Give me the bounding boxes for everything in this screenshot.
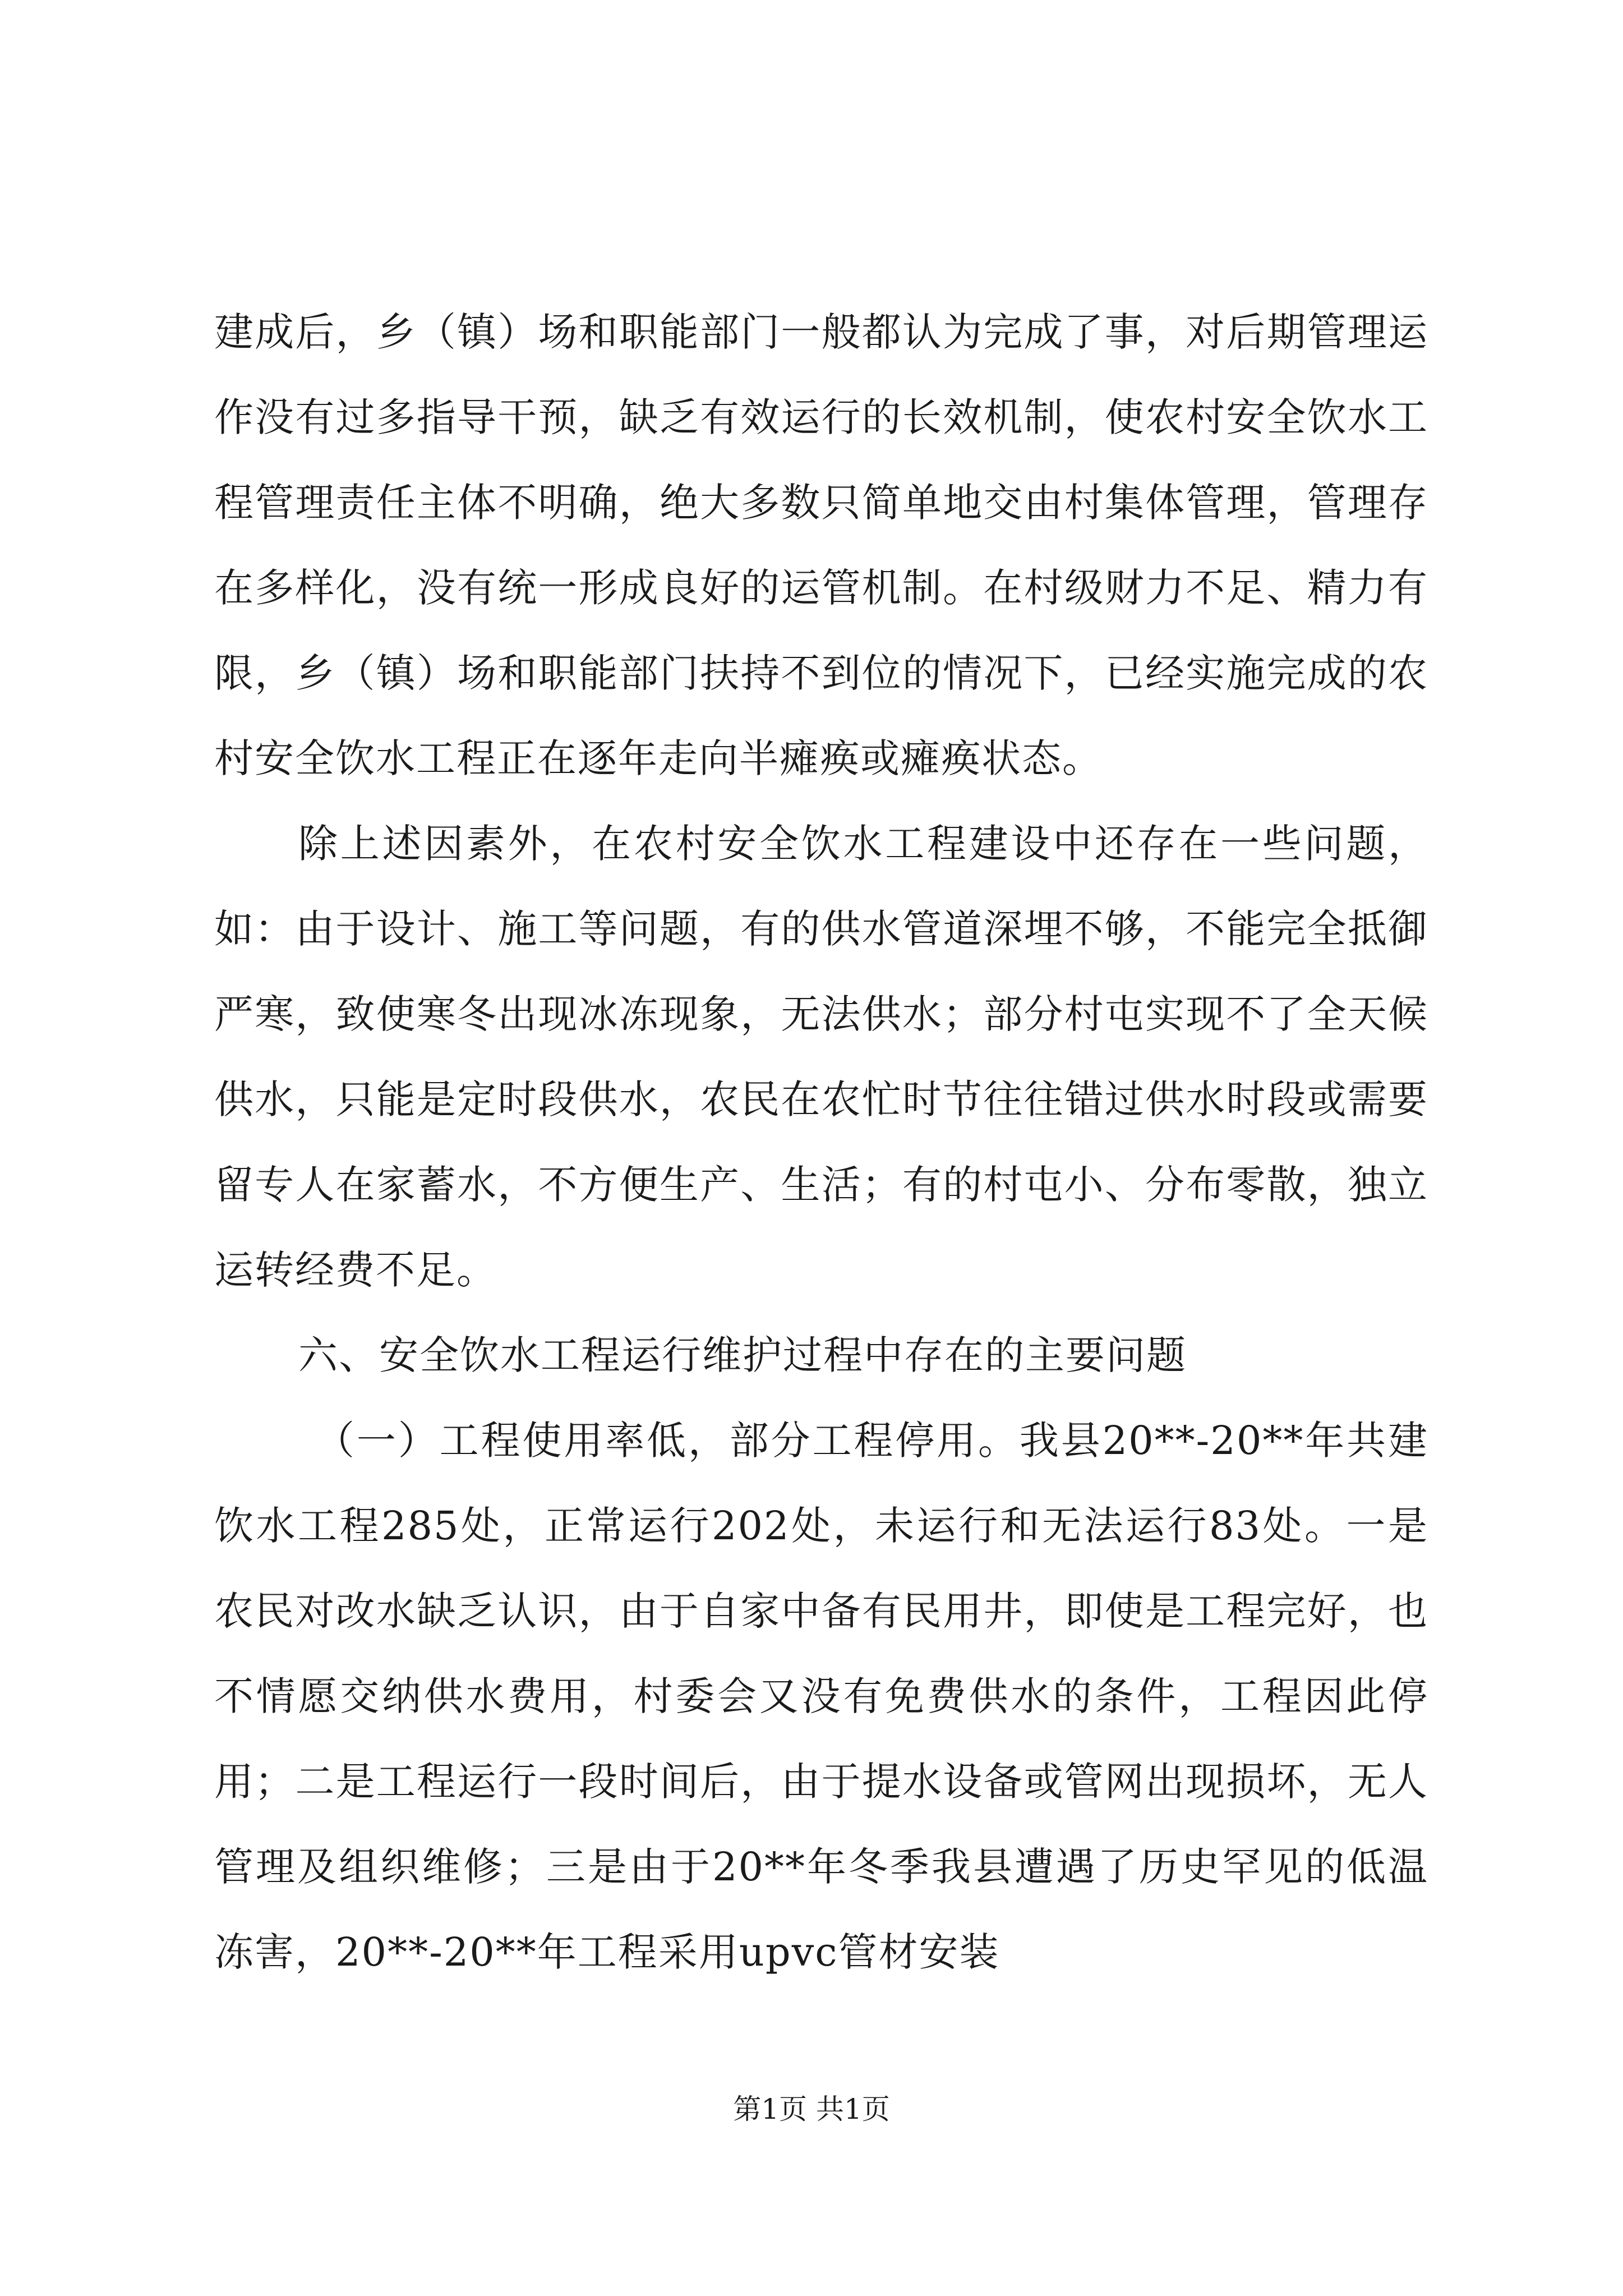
- paragraph-other-problems: 除上述因素外，在农村安全饮水工程建设中还存在一些问题，如：由于设计、施工等问题，有的供水管道深埋不够，不能完全抵御严寒，致使寒冬出现冰冻现象，无法供水；部分村屯实现不了全天候供水，只能是定时段供水，农民在农忙时节往往错过供水时段或需要留专人在家蓄水，不方便生产、生活；有的村屯小、分布零散，独立运转经费不足。: [214, 821, 1428, 1293]
- paragraph-continuation: 建成后，乡（镇）场和职能部门一般都认为完成了事，对后期管理运作没有过多指导干预，缺乏有效运行的长效机制，使农村安全饮水工程管理责任主体不明确，绝大多数只简单地交由村集体管理，管理存在多样化，没有统一形成良好的运管机制。在村级财力不足、精力有限，乡（镇）场和职能部门扶持不到位的情况下，已经实施完成的农村安全饮水工程正在逐年走向半瘫痪或瘫痪状态。: [214, 309, 1428, 781]
- document-body: [214, 289, 1428, 1995]
- section-heading-six: 六、安全饮水工程运行维护过程中存在的主要问题: [298, 1332, 1187, 1378]
- page-footer: 第1页 共1页: [733, 2093, 890, 2125]
- paragraph-subsection-one: （一）工程使用率低，部分工程停用。我县20**-20**年共建饮水工程285处，正常运行202处，未运行和无法运行83处。一是农民对改水缺乏认识，由于自家中备有民用井，即使是工程完好，也不情愿交纳供水费用，村委会又没有免费供水的条件，工程因此停用；二是工程运行一段时间后，由于提水设备或管网出现损坏，无人管理及组织维修；三是由于20**年冬季我县遭遇了历史罕见的低温冻害，20**-20**年工程采用upvc管材安装: [214, 1418, 1428, 1975]
